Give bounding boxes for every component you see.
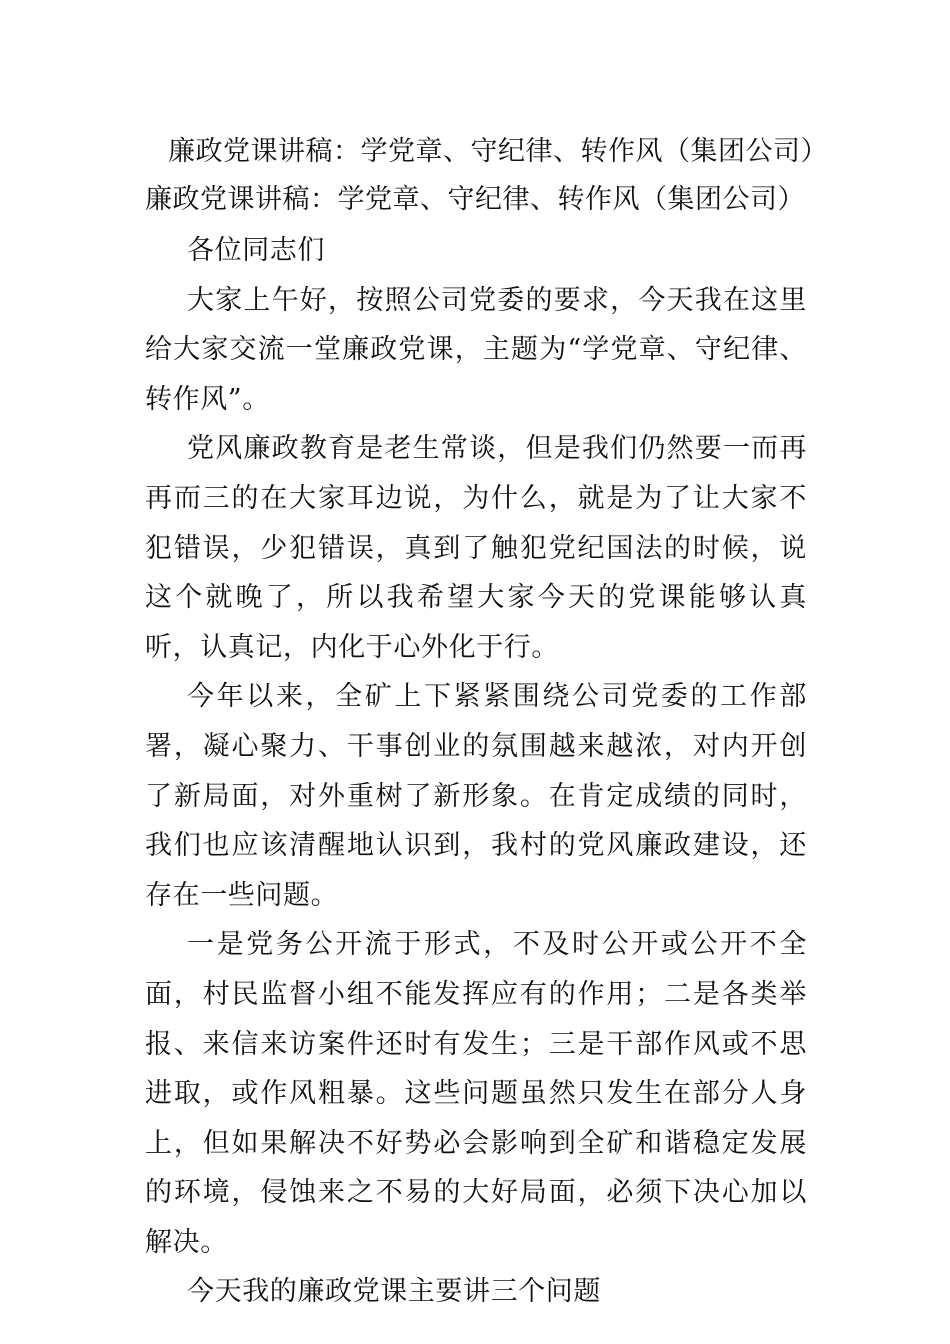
- paragraph-topics: 今天我的廉政党课主要讲三个问题: [187, 1276, 601, 1308]
- document-subtitle: 廉政党课讲稿：学党章、守纪律、转作风（集团公司）: [145, 184, 805, 215]
- paragraph-intro: 大家上午好，按照公司党委的要求，今天我在这里给大家交流一堂廉政党课，主题为“学党章、守纪律、转作风”。: [145, 284, 807, 415]
- document-title: 廉政党课讲稿：学党章、守纪律、转作风（集团公司）: [168, 136, 828, 167]
- paragraph-problems: 一是党务公开流于形式，不及时公开或公开不全面，村民监督小组不能发挥应有的作用；二是各类举报、来信来访案件还时有发生；三是干部作风或不思进取，或作风粗暴。这些问题虽然只发生在部分人身上，但如果解决不好势必会影响到全矿和谐稳定发展的环境，侵蚀来之不易的大好局面，必须下决心加以解决。: [145, 929, 807, 1258]
- document-body: [145, 226, 807, 1317]
- paragraph-achievements: 今年以来，全矿上下紧紧围绕公司党委的工作部署，凝心聚力、干事创业的氛围越来越浓，对内开创了新局面，对外重树了新形象。在肯定成绩的同时，我们也应该清醒地认识到，我村的党风廉政建设，还存在一些问题。: [145, 681, 807, 911]
- paragraph-greeting: 各位同志们: [187, 235, 325, 266]
- paragraph-education: 党风廉政教育是老生常谈，但是我们仍然要一而再再而三的在大家耳边说，为什么，就是为了让大家不犯错误，少犯错误，真到了触犯党纪国法的时候，说这个就晚了，所以我希望大家今天的党课能够认真听，认真记，内化于心外化于行。: [145, 433, 807, 663]
